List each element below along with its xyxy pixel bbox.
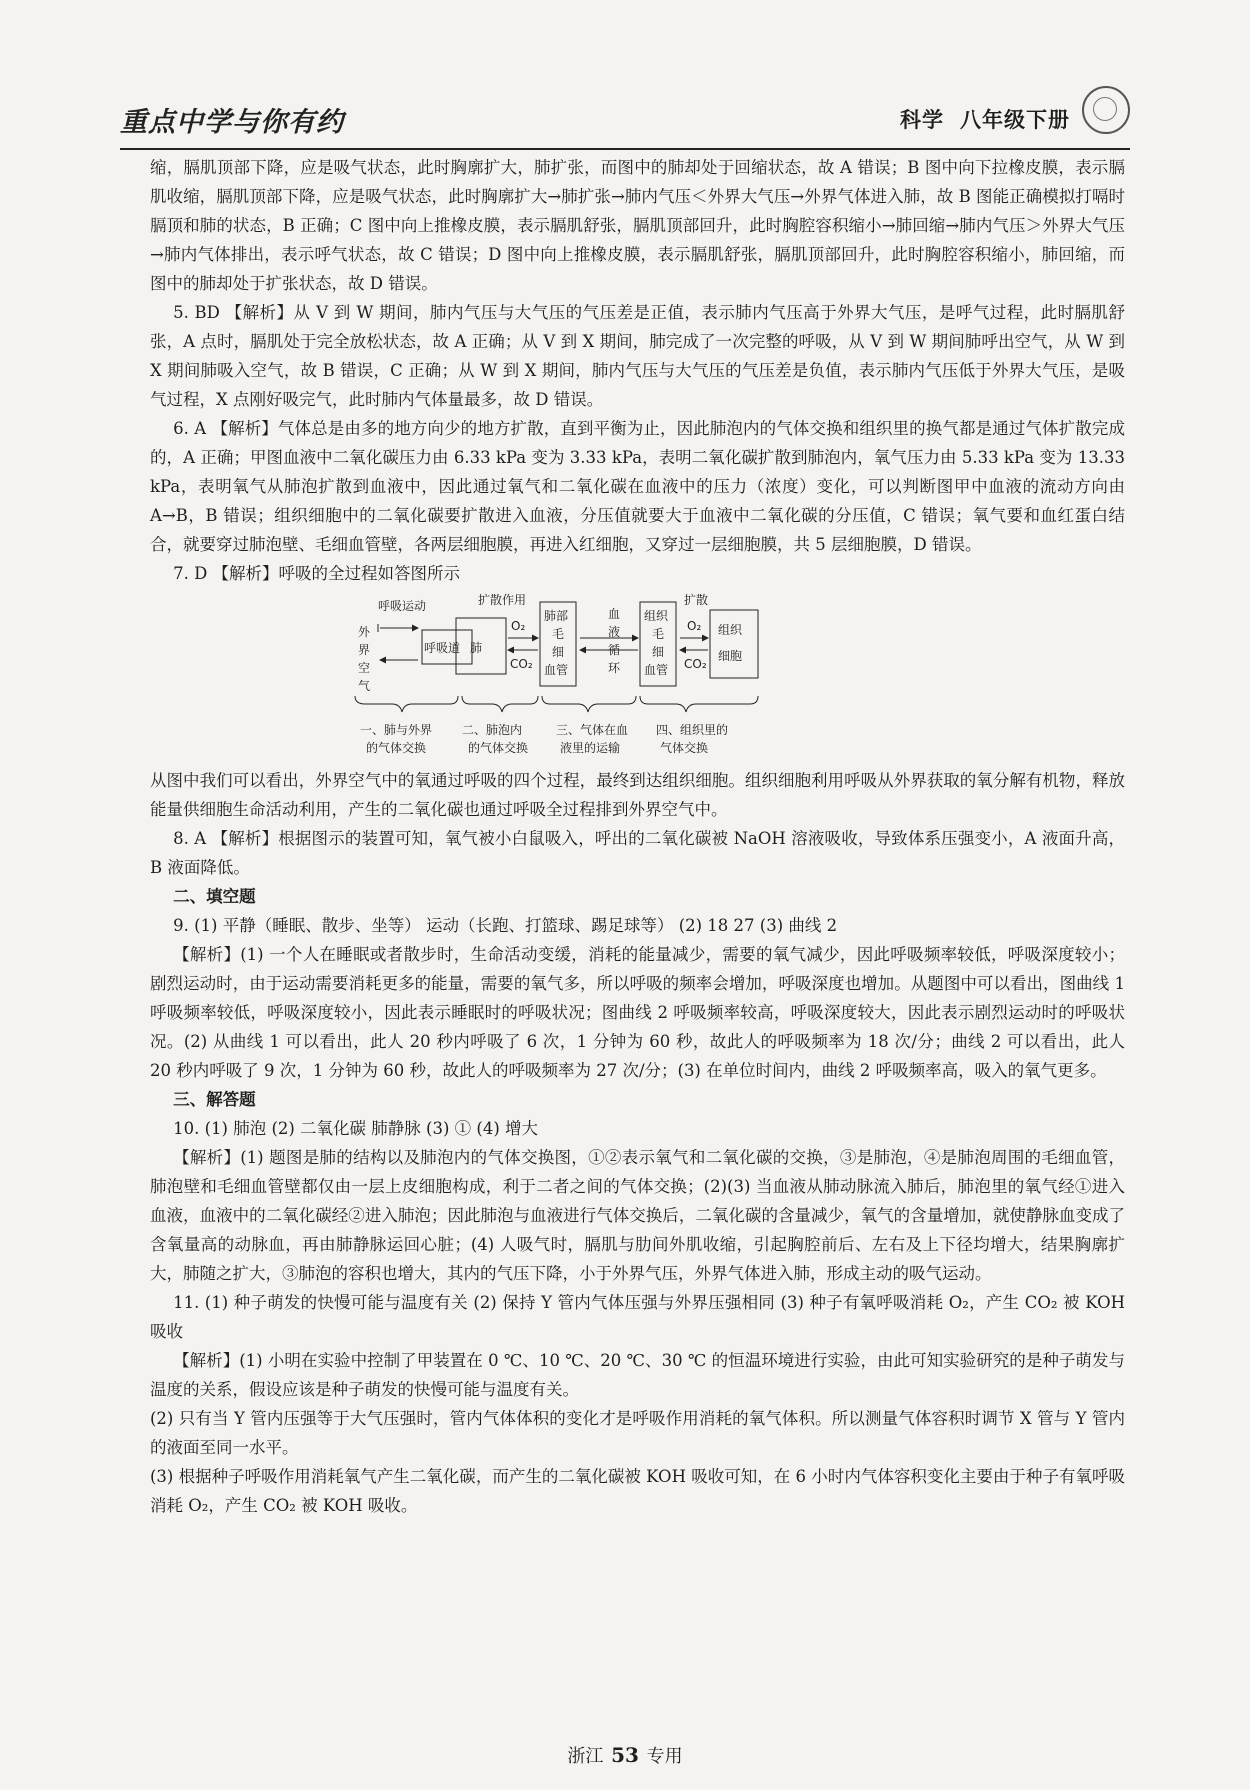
- paragraph-q11-explain-3: (3) 根据种子呼吸作用消耗氧气产生二氧化碳，而产生的二氧化碳被 KOH 吸收可知，在 6 小时内气体容积变化主要由于种子有氧呼吸消耗 O₂，产生 CO₂ 被 KOH 吸收。: [150, 1467, 1125, 1515]
- lung-capillary-label-1: 肺部: [544, 609, 569, 623]
- diffusion-label-1: 扩散作用: [478, 593, 527, 607]
- stage4-line2: 气体交换: [660, 741, 709, 755]
- co2-label-2: CO₂: [684, 657, 707, 671]
- brace-4: [640, 696, 758, 712]
- outside-air-label-4: 气: [358, 679, 371, 693]
- respiration-diagram: [150, 588, 1125, 766]
- page-header: [120, 100, 1130, 140]
- tissue-capillary-label-2: 毛: [652, 627, 665, 641]
- brace-2: [462, 696, 538, 712]
- footer-region: 浙江: [567, 1746, 604, 1767]
- header-rule: [120, 148, 1130, 150]
- outside-air-label-3: 空: [358, 661, 371, 675]
- paragraph-q11-explain-2: (2) 只有当 Y 管内压强等于大气压强时，管内气体体积的变化才是呼吸作用消耗的氧气体积。所以测量气体容积时调节 X 管与 Y 管内的液面至同一水平。: [150, 1409, 1125, 1457]
- lung-label: 肺: [470, 641, 483, 655]
- circulation-label-2: 液: [608, 625, 621, 639]
- outside-air-label-2: 界: [358, 643, 371, 657]
- tissue-capillary-label-3: 细: [652, 645, 665, 659]
- paragraph-q10: 10. (1) 肺泡 (2) 二氧化碳 肺静脉 (3) ① (4) 增大: [173, 1119, 539, 1138]
- school-emblem-icon: [1082, 86, 1130, 134]
- paragraph-q10-explain: 【解析】(1) 题图是肺的结构以及肺泡内的气体交换图，①②表示氧气和二氧化碳的交换，③是肺泡，④是肺泡周围的毛细血管，肺泡壁和毛细血管壁都仅由一层上皮细胞构成，利于二者之间的气体交换；(2)(3) 当血液从肺动脉流入肺后，肺泡里的氧气经①进入血液，血液中的二氧化碳经②进入肺泡；因此肺泡与血液进行气体交换后，二氧化碳的含量减少，氧气的含量增加，就使静脉血变成了含氧量高的动脉血，再由肺静脉运回心脏；(4) 人吸气时，膈肌与肋间外肌收缩，引起胸腔前后、左右及上下径均增大，结果胸廓扩大，肺随之扩大，③肺泡的容积也增大，其内的气压下降，小于外界气压，外界气体进入肺，形成主动的吸气运动。: [150, 1148, 1125, 1283]
- lung-capillary-label-4: 血管: [544, 663, 569, 677]
- lung-capillary-label-3: 细: [552, 645, 565, 659]
- answer-body: [150, 153, 1125, 1520]
- breathing-motion-label: 呼吸运动: [378, 599, 427, 613]
- stage3-line2: 液里的运输: [560, 741, 621, 755]
- tissue-capillary-label-1: 组织: [644, 609, 669, 623]
- lung-capillary-label-2: 毛: [552, 627, 565, 641]
- grade-name: 八年级下册: [960, 108, 1070, 132]
- brand-title: 重点中学与你有约: [120, 107, 344, 138]
- stage4-line1: 四、组织里的: [656, 723, 729, 737]
- o2-label-1: O₂: [511, 619, 526, 633]
- stage1-line1: 一、肺与外界: [360, 723, 433, 737]
- circulation-label-4: 环: [608, 661, 621, 675]
- subject-name: 科学: [900, 108, 944, 132]
- co2-label-1: CO₂: [510, 657, 533, 671]
- footer-suffix: 专用: [646, 1746, 683, 1767]
- brace-3: [542, 696, 636, 712]
- brace-1: [355, 696, 458, 712]
- stage3-line1: 三、气体在血: [556, 723, 629, 737]
- paragraph-q4-cont: 缩，膈肌顶部下降，应是吸气状态，此时胸廓扩大，肺扩张，而图中的肺却处于回缩状态，故 A 错误；B 图中向下拉橡皮膜，表示膈肌收缩，膈肌顶部下降，应是吸气状态，此时胸廓扩大→肺扩张→肺内气压＜外界大气压→外界气体进入肺，故 B 图能正确模拟打嗝时膈顶和肺的状态，B 正确；C 图中向上推橡皮膜，表示膈肌舒张，膈肌顶部回升，此时胸腔容积缩小→肺回缩→肺内气压＞外界大气压→肺内气体排出，表示呼气状态，故 C 错误；D 图中向上推橡皮膜，表示膈肌舒张，膈肌顶部回升，此时胸腔容积缩小，肺回缩，而图中的肺却处于扩张状态，故 D 错误。: [150, 158, 1125, 293]
- o2-label-2: O₂: [687, 619, 702, 633]
- stage1-line2: 的气体交换: [366, 741, 427, 755]
- airway-label: 呼吸道: [424, 641, 461, 655]
- paragraph-q11: 11. (1) 种子萌发的快慢可能与温度有关 (2) 保持 Y 管内气体压强与外界压强相同 (3) 种子有氧呼吸消耗 O₂，产生 CO₂ 被 KOH 吸收: [150, 1293, 1125, 1341]
- section-answers: 三、解答题: [173, 1090, 256, 1109]
- circulation-label-3: 循: [608, 643, 621, 657]
- page-footer: [0, 1742, 1250, 1768]
- outside-air-label-1: 外: [358, 625, 371, 639]
- respiration-diagram-svg: [150, 588, 1125, 766]
- paragraph-q7-explain: 从图中我们可以看出，外界空气中的氧通过呼吸的四个过程，最终到达组织细胞。组织细胞利用呼吸从外界获取的氧分解有机物，释放能量供细胞生命活动利用，产生的二氧化碳也通过呼吸全过程排到外界空气中。: [150, 771, 1125, 819]
- paragraph-q9-explain: 【解析】(1) 一个人在睡眠或者散步时，生命活动变缓，消耗的能量减少，需要的氧气减少，因此呼吸频率较低，呼吸深度较小；剧烈运动时，由于运动需要消耗更多的能量，需要的氧气多，所以呼吸的频率会增加，呼吸深度也增加。从题图中可以看出，图曲线 1 呼吸频率较低，呼吸深度较小，因此表示睡眠时的呼吸状况；图曲线 2 呼吸频率较高，呼吸深度较大，因此表示剧烈运动时的呼吸状况。(2) 从曲线 1 可以看出，此人 20 秒内呼吸了 6 次，1 分钟为 60 秒，故此人的呼吸频率为 18 次/分；曲线 2 可以看出，此人 20 秒内呼吸了 9 次，1 分钟为 60 秒，故此人的呼吸频率为 27 次/分；(3) 在单位时间内，曲线 2 呼吸频率高，吸入的氧气更多。: [150, 945, 1125, 1080]
- subject-label: [884, 104, 1070, 134]
- tissue-cell-label-1: 组织: [718, 623, 743, 637]
- stage2-line2: 的气体交换: [468, 741, 529, 755]
- paragraph-q9: 9. (1) 平静（睡眠、散步、坐等） 运动（长跑、打篮球、踢足球等） (2) 18 27 (3) 曲线 2: [173, 916, 838, 935]
- paragraph-q5: 5. BD 【解析】从 V 到 W 期间，肺内气压与大气压的气压差是正值，表示肺内气压高于外界大气压，是呼气过程，此时膈肌舒张，A 点时，膈肌处于完全放松状态，故 A 正确；从 V 到 X 期间，肺完成了一次完整的呼吸，从 V 到 W 期间肺呼出空气，从 W 到 X 期间肺吸入空气，故 B 错误，C 正确；从 W 到 X 期间，肺内气压与大气压的气压差是负值，表示肺内气压低于外界大气压，是吸气过程，X 点刚好吸完气，此时肺内气体量最多，故 D 错误。: [150, 303, 1125, 409]
- paragraph-q8: 8. A 【解析】根据图示的装置可知，氧气被小白鼠吸入，呼出的二氧化碳被 NaOH 溶液吸收，导致体系压强变小，A 液面升高，B 液面降低。: [150, 829, 1125, 877]
- tissue-cell-box: [710, 610, 758, 678]
- tissue-capillary-label-4: 血管: [644, 663, 669, 677]
- paragraph-q7: 7. D 【解析】呼吸的全过程如答图所示: [173, 564, 461, 583]
- circulation-label-1: 血: [608, 607, 621, 621]
- diffusion-label-2: 扩散: [684, 593, 709, 607]
- tissue-cell-label-2: 细胞: [718, 649, 743, 663]
- page-number: 53: [611, 1743, 639, 1767]
- paragraph-q6: 6. A 【解析】气体总是由多的地方向少的地方扩散，直到平衡为止，因此肺泡内的气体交换和组织里的换气都是通过气体扩散完成的，A 正确；甲图血液中二氧化碳压力由 6.33 kPa 变为 3.33 kPa，表明二氧化碳扩散到肺泡内，氧气压力由 5.33 kPa 变为 13.33 kPa，表明氧气从肺泡扩散到血液中，因此通过氧气和二氧化碳在血液中的压力（浓度）变化，可以判断图甲中血液的流动方向由 A→B，B 错误；组织细胞中的二氧化碳要扩散进入血液，分压值就要大于血液中二氧化碳的分压值，C 错误；氧气要和血红蛋白结合，就要穿过肺泡壁、毛细血管壁，各两层细胞膜，再进入红细胞，又穿过一层细胞膜，共 5 层细胞膜，D 错误。: [150, 419, 1125, 554]
- stage2-line1: 二、肺泡内: [462, 723, 523, 737]
- paragraph-q11-explain-1: 【解析】(1) 小明在实验中控制了甲装置在 0 ℃、10 ℃、20 ℃、30 ℃ 的恒温环境进行实验，由此可知实验研究的是种子萌发与温度的关系，假设应该是种子萌发的快慢可能与温度有关。: [150, 1351, 1125, 1399]
- section-fill-blank: 二、填空题: [173, 887, 256, 906]
